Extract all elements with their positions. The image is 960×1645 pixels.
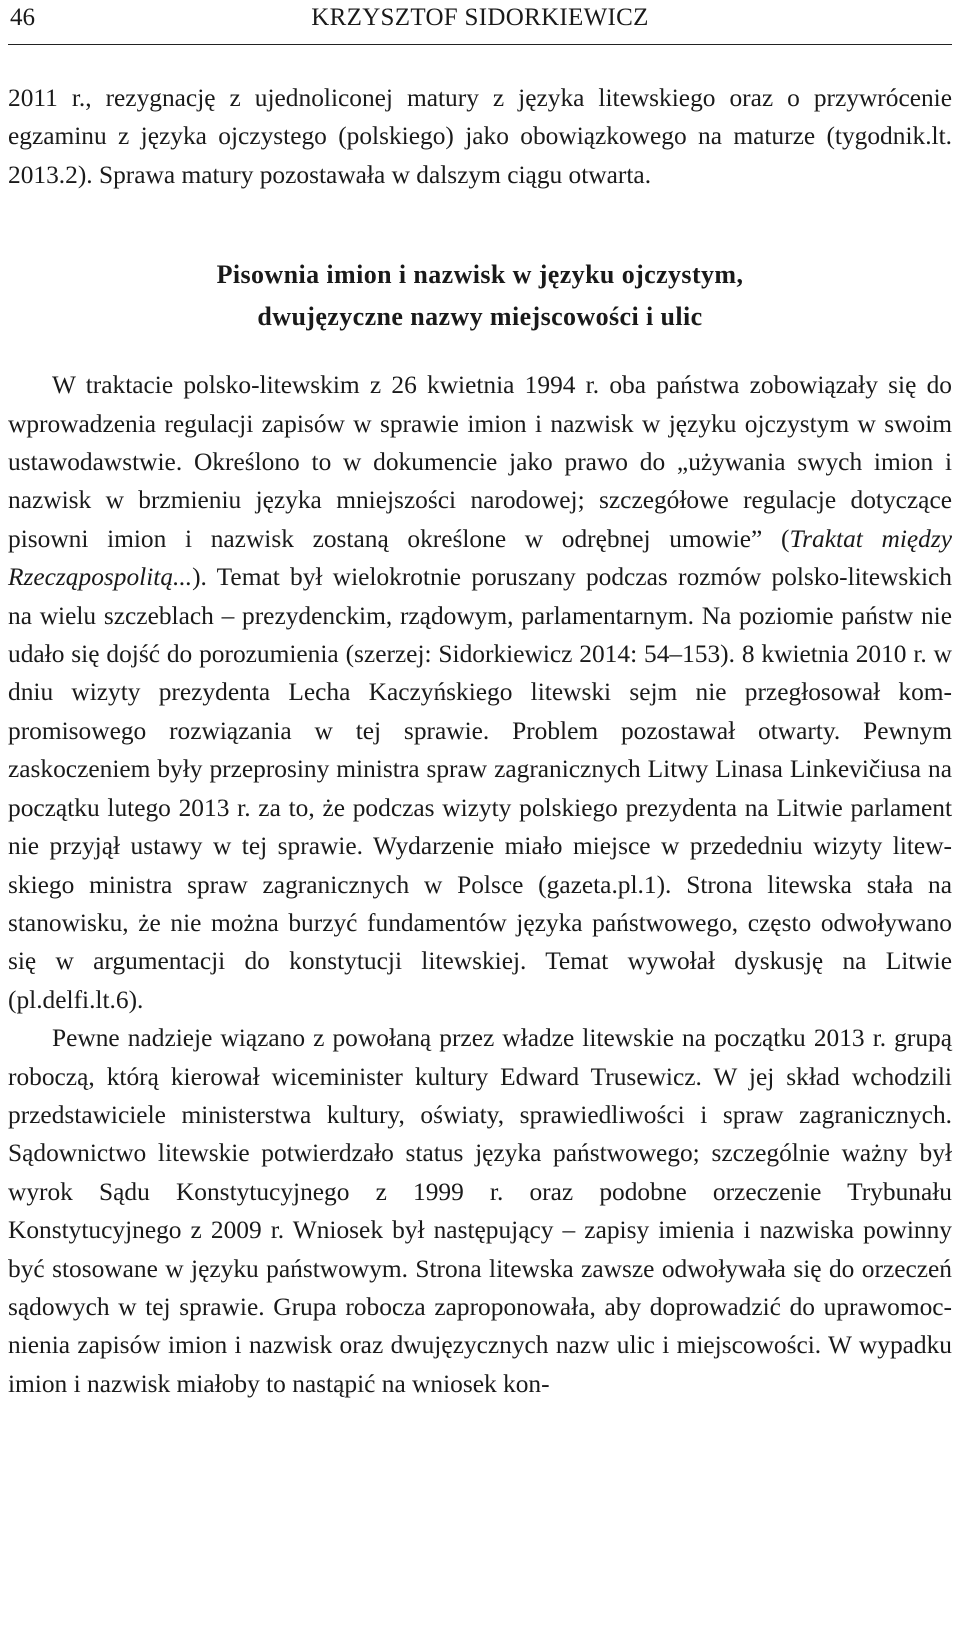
section-heading-line-2: dwujęzyczne nazwy miejscowości i ulic [257, 302, 703, 332]
paragraph-2-part-1: W traktacie polsko-litewskim z 26 kwietnia 1994 r. oba państwa zobowiązały się do wprowadzenia regulacji zapisów w sprawie imion i nazwisk w języku ojczystym w swoim ustawodawstwie. Określono to w dokumencie jako prawo do „używania swych imion i nazwisk w brzmieniu języka mniejszości narodowej; szczegółowe regulacje dotyczące pisowni imion i nazwisk zostaną określone w odrębnej umowie” ( [8, 371, 952, 553]
running-head-author: KRZYSZTOF SIDORKIEWICZ [311, 4, 649, 31]
book-page [8, 0, 952, 1403]
paragraph-2-citation-title: Traktat między Rzecząpospolitą... [8, 524, 952, 592]
section-heading-line-1: Pisownia imion i nazwisk w języku ojczystym, [216, 260, 744, 290]
paragraph-2-part-2: ). Temat był wielokrotnie poruszany podczas rozmów polsko-litewskich na wielu szczeblach – prezydenckim, rządowym, parlamentarnym. Na poziomie państw nie udało się dojść do porozumienia (szerzej: Sidorkiewicz 2014: 54–153). 8 kwietnia 2010 r. w dniu wizyty prezydenta Lecha Kaczyńskiego litewski sejm nie przegłosował kompromisowego rozwiązania w tej sprawie. Problem pozostawał otwarty. Pewnym zaskoczeniem były przeprosiny ministra spraw zagranicznych Litwy Linasa Linkevičiusa na początku lutego 2013 r. za to, że podczas wizyty polskiego prezydenta na Litwie parlament nie przyjął ustawy w tej sprawie. Wydarzenie miało miejsce w przededniu wizyty litewskiego ministra spraw zagranicznych w Polsce (gazeta.pl.1). Strona litewska stała na stanowisku, że nie można burzyć fundamentów języka państwowego, często odwoływano się w argumentacji do konstytucji litewskiej. Temat wywołał dyskusję na Litwie (pl.delfi.lt.6). [8, 563, 952, 1014]
section-heading [8, 254, 952, 338]
paragraph-1: 2011 r., rezygnację z ujednoliconej matury z języka litewskiego oraz o przywrócenie egzaminu z języka ojczystego (polskiego) jako obowiązkowego na maturze (tygodnik.lt. 2013.2). Sprawa matury pozostawała w dalszym ciągu otwarta. [8, 84, 952, 189]
page-number: 46 [10, 4, 35, 31]
page-header [8, 0, 952, 45]
paragraph-3: Pewne nadzieje wiązano z powołaną przez władze litewskie na początku 2013 r. grupą roboczą, którą kierował wiceminister kultury Edward Trusewicz. W jej skład wchodzili przedstawiciele ministerstwa kultury, oświaty, sprawiedliwości i spraw zagranicznych. Sądownictwo litewskie potwierdzało status języka państwowego; szczególnie ważny był wyrok Sądu Konstytucyjnego z 1999 r. oraz podobne orzeczenie Trybunału Konstytucyjnego z 2009 r. Wniosek był następujący – zapisy imienia i nazwiska powinny być stosowane w języku państwowym. Strona litewska zawsze odwoływała się do orzeczeń sądowych w tej sprawie. Grupa robocza zaproponowała, aby doprowadzić do uprawomocnienia zapisów imion i nazwisk oraz dwujęzycznych nazw ulic i miejscowości. W wypadku imion i nazwisk miałoby to nastąpić na wniosek kon- [8, 1024, 952, 1398]
paragraph-2 [8, 366, 952, 1019]
